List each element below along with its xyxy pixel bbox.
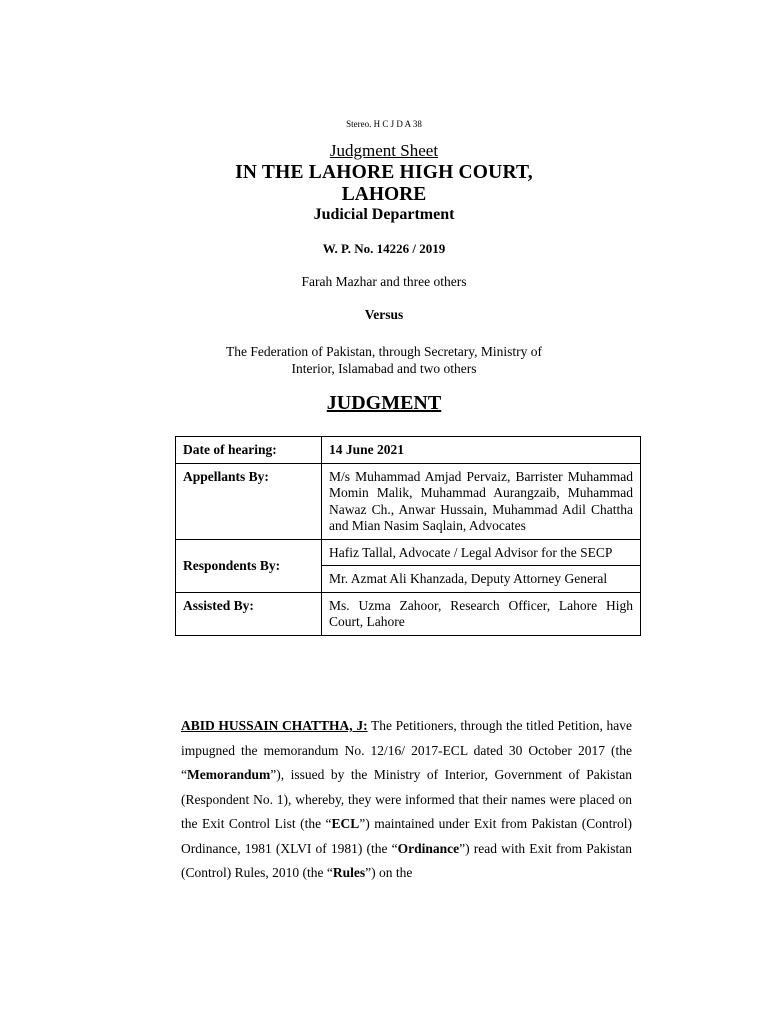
respondent-line1: The Federation of Pakistan, through Secretary, Ministry of — [226, 344, 542, 359]
table-row — [176, 463, 641, 539]
respondents-value-dag: Mr. Azmat Ali Khanzada, Deputy Attorney General — [322, 566, 641, 593]
paragraph-text-4: ”) read with Exit from Pakistan (Control) Rules, 2010 (the “ — [181, 840, 632, 880]
court-name-line2: LAHORE — [341, 184, 427, 205]
respondents-label: Respondents By: — [176, 539, 322, 592]
paragraph-text-3: ”) maintained under Exit from Pakistan (Control) Ordinance, 1981 (XLVI of 1981) (the “ — [181, 816, 632, 856]
hearing-label: Date of hearing: — [176, 437, 322, 464]
table-row — [176, 437, 641, 464]
paragraph-text-1: The Petitioners, through the titled Petition, have impugned the memorandum No. 12/16/ 2017-ECL dated 30 October 2017 (the “ — [181, 718, 632, 782]
department-title: Judicial Department — [313, 206, 455, 223]
term-rules: Rules — [332, 865, 366, 880]
case-number: W. P. No. 14226 / 2019 — [322, 241, 446, 256]
respondent-name — [0, 343, 768, 377]
paragraph-text-2: ”), issued by the Ministry of Interior, Government of Pakistan (Respondent No. 1), whereby, they were informed that their names were placed on the Exit Control List (the “ — [181, 767, 632, 831]
term-memorandum: Memorandum — [187, 767, 271, 782]
assisted-label: Assisted By: — [176, 592, 322, 635]
sheet-title: Judgment Sheet — [329, 141, 439, 160]
appellants-value: M/s Muhammad Amjad Pervaiz, Barrister Muhammad Momin Malik, Muhammad Aurangzaib, Muhammad Nawaz Ch., Anwar Hussain, Muhammad Adil Chattha and Mian Nasim Saqlain, Advocates — [322, 463, 641, 539]
case-details-table — [175, 436, 641, 636]
court-name-line1: IN THE LAHORE HIGH COURT, — [235, 162, 533, 183]
versus-label: Versus — [364, 307, 404, 322]
judgment-heading: JUDGMENT — [326, 392, 442, 414]
appellants-label: Appellants By: — [176, 463, 322, 539]
respondents-value-secp: Hafiz Tallal, Advocate / Legal Advisor for the SECP — [322, 539, 641, 566]
judgment-paragraph — [181, 714, 632, 886]
petitioner-name: Farah Mazhar and three others — [301, 274, 467, 289]
term-ordinance: Ordinance — [397, 840, 460, 856]
judge-name: ABID HUSSAIN CHATTHA, J: — [181, 718, 368, 733]
term-ecl: ECL — [331, 816, 360, 831]
table-row — [176, 592, 641, 635]
stereo-reference: Stereo. H C J D A 38 — [346, 119, 422, 129]
table-row — [176, 539, 641, 566]
hearing-value: 14 June 2021 — [322, 437, 641, 464]
assisted-value: Ms. Uzma Zahoor, Research Officer, Lahore High Court, Lahore — [322, 592, 641, 635]
paragraph-text-5: ”) on the — [365, 865, 413, 880]
respondent-line2: Interior, Islamabad and two others — [291, 361, 477, 376]
